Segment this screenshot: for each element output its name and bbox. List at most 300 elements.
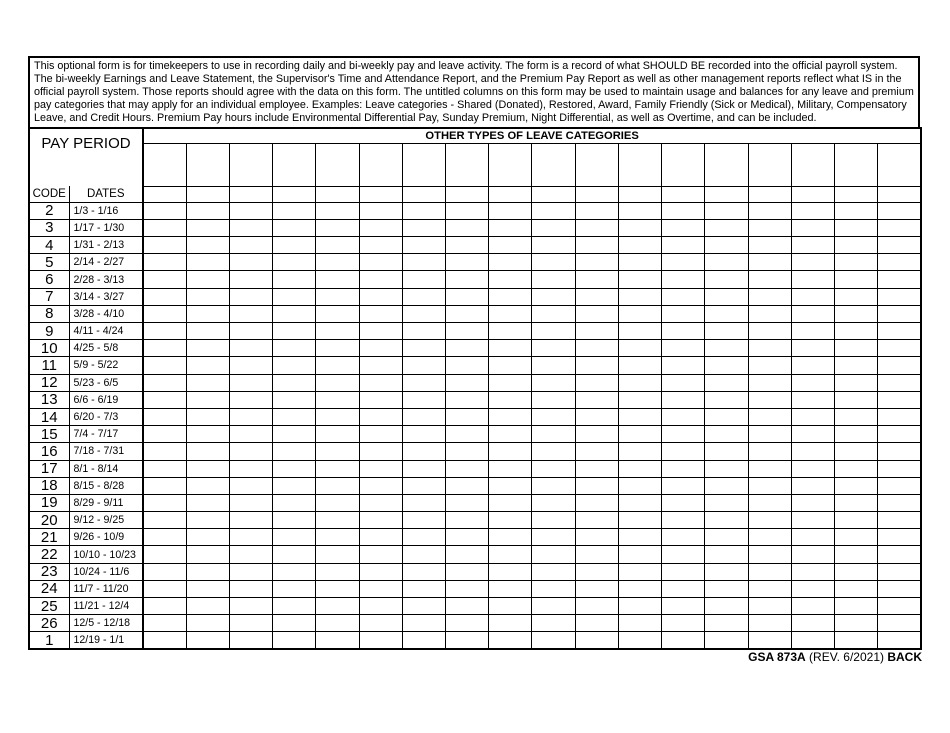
leave-entry-cell[interactable] (143, 512, 186, 529)
leave-entry-cell[interactable] (748, 271, 791, 288)
leave-entry-cell[interactable] (748, 391, 791, 408)
leave-entry-cell[interactable] (532, 202, 575, 219)
leave-entry-cell[interactable] (748, 305, 791, 322)
leave-entry-cell[interactable] (446, 374, 489, 391)
leave-entry-cell[interactable] (143, 288, 186, 305)
leave-entry-cell[interactable] (489, 340, 532, 357)
leave-entry-cell[interactable] (402, 391, 445, 408)
leave-entry-cell[interactable] (575, 340, 618, 357)
leave-entry-cell[interactable] (316, 374, 359, 391)
leave-entry-cell[interactable] (186, 443, 229, 460)
leave-entry-cell[interactable] (575, 512, 618, 529)
leave-entry-cell[interactable] (835, 305, 878, 322)
leave-entry-cell[interactable] (402, 374, 445, 391)
leave-entry-cell[interactable] (878, 391, 921, 408)
leave-category-header-cell[interactable] (143, 143, 186, 186)
leave-entry-cell[interactable] (186, 374, 229, 391)
leave-entry-cell[interactable] (446, 426, 489, 443)
leave-entry-cell[interactable] (835, 237, 878, 254)
leave-entry-cell[interactable] (575, 186, 618, 202)
leave-entry-cell[interactable] (229, 254, 272, 271)
leave-entry-cell[interactable] (273, 563, 316, 580)
leave-entry-cell[interactable] (575, 477, 618, 494)
leave-entry-cell[interactable] (575, 632, 618, 649)
leave-entry-cell[interactable] (532, 219, 575, 236)
leave-entry-cell[interactable] (791, 598, 834, 615)
leave-entry-cell[interactable] (791, 443, 834, 460)
leave-entry-cell[interactable] (618, 340, 661, 357)
leave-entry-cell[interactable] (878, 202, 921, 219)
leave-entry-cell[interactable] (489, 632, 532, 649)
leave-entry-cell[interactable] (835, 357, 878, 374)
leave-entry-cell[interactable] (748, 546, 791, 563)
leave-entry-cell[interactable] (273, 288, 316, 305)
leave-entry-cell[interactable] (748, 426, 791, 443)
leave-entry-cell[interactable] (229, 271, 272, 288)
leave-entry-cell[interactable] (143, 460, 186, 477)
leave-entry-cell[interactable] (575, 580, 618, 597)
leave-entry-cell[interactable] (186, 219, 229, 236)
leave-entry-cell[interactable] (489, 186, 532, 202)
leave-entry-cell[interactable] (748, 443, 791, 460)
leave-entry-cell[interactable] (748, 632, 791, 649)
leave-entry-cell[interactable] (316, 512, 359, 529)
leave-entry-cell[interactable] (186, 408, 229, 425)
leave-entry-cell[interactable] (618, 615, 661, 632)
leave-entry-cell[interactable] (748, 254, 791, 271)
leave-entry-cell[interactable] (273, 529, 316, 546)
leave-entry-cell[interactable] (791, 563, 834, 580)
leave-entry-cell[interactable] (143, 580, 186, 597)
leave-entry-cell[interactable] (359, 288, 402, 305)
leave-entry-cell[interactable] (748, 202, 791, 219)
leave-entry-cell[interactable] (705, 408, 748, 425)
leave-entry-cell[interactable] (575, 529, 618, 546)
leave-entry-cell[interactable] (359, 202, 402, 219)
leave-entry-cell[interactable] (835, 288, 878, 305)
leave-entry-cell[interactable] (575, 460, 618, 477)
leave-entry-cell[interactable] (229, 546, 272, 563)
leave-entry-cell[interactable] (532, 529, 575, 546)
leave-entry-cell[interactable] (273, 477, 316, 494)
leave-entry-cell[interactable] (791, 426, 834, 443)
leave-entry-cell[interactable] (662, 219, 705, 236)
leave-entry-cell[interactable] (489, 219, 532, 236)
leave-entry-cell[interactable] (618, 357, 661, 374)
leave-entry-cell[interactable] (229, 443, 272, 460)
leave-entry-cell[interactable] (532, 186, 575, 202)
leave-entry-cell[interactable] (359, 615, 402, 632)
leave-entry-cell[interactable] (186, 615, 229, 632)
leave-entry-cell[interactable] (402, 340, 445, 357)
leave-entry-cell[interactable] (705, 494, 748, 511)
leave-entry-cell[interactable] (575, 563, 618, 580)
leave-entry-cell[interactable] (575, 237, 618, 254)
leave-entry-cell[interactable] (316, 254, 359, 271)
leave-entry-cell[interactable] (878, 305, 921, 322)
leave-entry-cell[interactable] (446, 580, 489, 597)
leave-entry-cell[interactable] (705, 580, 748, 597)
leave-entry-cell[interactable] (835, 323, 878, 340)
leave-entry-cell[interactable] (143, 443, 186, 460)
leave-entry-cell[interactable] (835, 426, 878, 443)
leave-entry-cell[interactable] (705, 598, 748, 615)
leave-entry-cell[interactable] (446, 615, 489, 632)
leave-entry-cell[interactable] (532, 563, 575, 580)
leave-entry-cell[interactable] (446, 563, 489, 580)
leave-entry-cell[interactable] (229, 615, 272, 632)
leave-entry-cell[interactable] (446, 529, 489, 546)
leave-entry-cell[interactable] (402, 323, 445, 340)
leave-entry-cell[interactable] (705, 186, 748, 202)
leave-entry-cell[interactable] (143, 426, 186, 443)
leave-entry-cell[interactable] (402, 460, 445, 477)
leave-entry-cell[interactable] (748, 186, 791, 202)
leave-entry-cell[interactable] (186, 426, 229, 443)
leave-entry-cell[interactable] (618, 202, 661, 219)
leave-entry-cell[interactable] (662, 374, 705, 391)
leave-entry-cell[interactable] (316, 271, 359, 288)
leave-entry-cell[interactable] (489, 254, 532, 271)
leave-entry-cell[interactable] (359, 477, 402, 494)
leave-entry-cell[interactable] (186, 271, 229, 288)
leave-entry-cell[interactable] (143, 546, 186, 563)
leave-entry-cell[interactable] (489, 271, 532, 288)
leave-entry-cell[interactable] (229, 305, 272, 322)
leave-entry-cell[interactable] (143, 323, 186, 340)
leave-entry-cell[interactable] (618, 563, 661, 580)
leave-entry-cell[interactable] (446, 494, 489, 511)
leave-entry-cell[interactable] (359, 598, 402, 615)
leave-entry-cell[interactable] (402, 443, 445, 460)
leave-entry-cell[interactable] (791, 374, 834, 391)
leave-entry-cell[interactable] (359, 357, 402, 374)
leave-entry-cell[interactable] (748, 494, 791, 511)
leave-entry-cell[interactable] (532, 580, 575, 597)
leave-entry-cell[interactable] (618, 323, 661, 340)
leave-entry-cell[interactable] (186, 494, 229, 511)
leave-entry-cell[interactable] (229, 323, 272, 340)
leave-entry-cell[interactable] (446, 186, 489, 202)
leave-entry-cell[interactable] (618, 237, 661, 254)
leave-entry-cell[interactable] (662, 598, 705, 615)
leave-category-header-cell[interactable] (229, 143, 272, 186)
leave-entry-cell[interactable] (575, 271, 618, 288)
leave-entry-cell[interactable] (186, 529, 229, 546)
leave-entry-cell[interactable] (186, 563, 229, 580)
leave-entry-cell[interactable] (662, 237, 705, 254)
leave-entry-cell[interactable] (359, 529, 402, 546)
leave-entry-cell[interactable] (273, 408, 316, 425)
leave-category-header-cell[interactable] (575, 143, 618, 186)
leave-entry-cell[interactable] (878, 580, 921, 597)
leave-entry-cell[interactable] (273, 219, 316, 236)
leave-entry-cell[interactable] (402, 202, 445, 219)
leave-entry-cell[interactable] (618, 271, 661, 288)
leave-entry-cell[interactable] (316, 598, 359, 615)
leave-entry-cell[interactable] (186, 512, 229, 529)
leave-entry-cell[interactable] (791, 408, 834, 425)
leave-entry-cell[interactable] (705, 237, 748, 254)
leave-entry-cell[interactable] (835, 254, 878, 271)
leave-entry-cell[interactable] (402, 237, 445, 254)
leave-entry-cell[interactable] (878, 529, 921, 546)
leave-entry-cell[interactable] (575, 546, 618, 563)
leave-entry-cell[interactable] (359, 391, 402, 408)
leave-entry-cell[interactable] (575, 305, 618, 322)
leave-entry-cell[interactable] (618, 426, 661, 443)
leave-entry-cell[interactable] (835, 529, 878, 546)
leave-entry-cell[interactable] (532, 254, 575, 271)
leave-entry-cell[interactable] (143, 598, 186, 615)
leave-entry-cell[interactable] (618, 254, 661, 271)
leave-entry-cell[interactable] (402, 254, 445, 271)
leave-entry-cell[interactable] (662, 186, 705, 202)
leave-entry-cell[interactable] (575, 391, 618, 408)
leave-entry-cell[interactable] (575, 426, 618, 443)
leave-entry-cell[interactable] (402, 563, 445, 580)
leave-entry-cell[interactable] (143, 615, 186, 632)
leave-entry-cell[interactable] (316, 546, 359, 563)
leave-entry-cell[interactable] (446, 219, 489, 236)
leave-entry-cell[interactable] (229, 219, 272, 236)
leave-entry-cell[interactable] (575, 615, 618, 632)
leave-entry-cell[interactable] (662, 546, 705, 563)
leave-entry-cell[interactable] (273, 512, 316, 529)
leave-entry-cell[interactable] (229, 340, 272, 357)
leave-entry-cell[interactable] (229, 186, 272, 202)
leave-entry-cell[interactable] (273, 632, 316, 649)
leave-entry-cell[interactable] (835, 374, 878, 391)
leave-entry-cell[interactable] (316, 408, 359, 425)
leave-entry-cell[interactable] (229, 202, 272, 219)
leave-entry-cell[interactable] (143, 632, 186, 649)
leave-entry-cell[interactable] (748, 477, 791, 494)
leave-entry-cell[interactable] (273, 374, 316, 391)
leave-entry-cell[interactable] (143, 391, 186, 408)
leave-entry-cell[interactable] (186, 598, 229, 615)
leave-entry-cell[interactable] (489, 305, 532, 322)
leave-entry-cell[interactable] (618, 186, 661, 202)
leave-entry-cell[interactable] (748, 580, 791, 597)
leave-entry-cell[interactable] (705, 391, 748, 408)
leave-entry-cell[interactable] (446, 254, 489, 271)
leave-entry-cell[interactable] (273, 237, 316, 254)
leave-entry-cell[interactable] (359, 323, 402, 340)
leave-entry-cell[interactable] (748, 219, 791, 236)
leave-entry-cell[interactable] (229, 391, 272, 408)
leave-entry-cell[interactable] (143, 357, 186, 374)
leave-entry-cell[interactable] (705, 305, 748, 322)
leave-entry-cell[interactable] (618, 632, 661, 649)
leave-entry-cell[interactable] (791, 271, 834, 288)
leave-entry-cell[interactable] (316, 340, 359, 357)
leave-entry-cell[interactable] (791, 494, 834, 511)
leave-entry-cell[interactable] (878, 443, 921, 460)
leave-entry-cell[interactable] (532, 443, 575, 460)
leave-entry-cell[interactable] (186, 580, 229, 597)
leave-entry-cell[interactable] (662, 494, 705, 511)
leave-entry-cell[interactable] (489, 615, 532, 632)
leave-entry-cell[interactable] (316, 288, 359, 305)
leave-entry-cell[interactable] (662, 529, 705, 546)
leave-category-header-cell[interactable] (273, 143, 316, 186)
leave-entry-cell[interactable] (662, 323, 705, 340)
leave-entry-cell[interactable] (575, 408, 618, 425)
leave-entry-cell[interactable] (143, 340, 186, 357)
leave-entry-cell[interactable] (273, 186, 316, 202)
leave-category-header-cell[interactable] (618, 143, 661, 186)
leave-entry-cell[interactable] (446, 323, 489, 340)
leave-entry-cell[interactable] (402, 580, 445, 597)
leave-entry-cell[interactable] (229, 477, 272, 494)
leave-category-header-cell[interactable] (186, 143, 229, 186)
leave-entry-cell[interactable] (532, 391, 575, 408)
leave-entry-cell[interactable] (618, 598, 661, 615)
leave-entry-cell[interactable] (791, 323, 834, 340)
leave-entry-cell[interactable] (316, 391, 359, 408)
leave-entry-cell[interactable] (229, 632, 272, 649)
leave-entry-cell[interactable] (316, 202, 359, 219)
leave-entry-cell[interactable] (229, 494, 272, 511)
leave-entry-cell[interactable] (878, 460, 921, 477)
leave-entry-cell[interactable] (273, 323, 316, 340)
leave-entry-cell[interactable] (835, 186, 878, 202)
leave-entry-cell[interactable] (186, 323, 229, 340)
leave-entry-cell[interactable] (489, 237, 532, 254)
leave-entry-cell[interactable] (143, 563, 186, 580)
leave-entry-cell[interactable] (618, 305, 661, 322)
leave-entry-cell[interactable] (791, 529, 834, 546)
leave-entry-cell[interactable] (748, 237, 791, 254)
leave-entry-cell[interactable] (316, 186, 359, 202)
leave-entry-cell[interactable] (878, 494, 921, 511)
leave-entry-cell[interactable] (705, 288, 748, 305)
leave-entry-cell[interactable] (532, 271, 575, 288)
leave-entry-cell[interactable] (662, 271, 705, 288)
leave-entry-cell[interactable] (446, 477, 489, 494)
leave-entry-cell[interactable] (446, 237, 489, 254)
leave-entry-cell[interactable] (878, 598, 921, 615)
leave-entry-cell[interactable] (748, 323, 791, 340)
leave-entry-cell[interactable] (878, 254, 921, 271)
leave-entry-cell[interactable] (316, 563, 359, 580)
leave-entry-cell[interactable] (316, 305, 359, 322)
leave-entry-cell[interactable] (316, 632, 359, 649)
leave-entry-cell[interactable] (402, 598, 445, 615)
leave-entry-cell[interactable] (402, 546, 445, 563)
leave-entry-cell[interactable] (186, 477, 229, 494)
leave-entry-cell[interactable] (705, 512, 748, 529)
leave-entry-cell[interactable] (489, 202, 532, 219)
leave-entry-cell[interactable] (662, 254, 705, 271)
leave-category-header-cell[interactable] (402, 143, 445, 186)
leave-entry-cell[interactable] (575, 598, 618, 615)
leave-entry-cell[interactable] (273, 271, 316, 288)
leave-entry-cell[interactable] (229, 580, 272, 597)
leave-entry-cell[interactable] (316, 477, 359, 494)
leave-entry-cell[interactable] (489, 426, 532, 443)
leave-entry-cell[interactable] (446, 408, 489, 425)
leave-entry-cell[interactable] (662, 202, 705, 219)
leave-entry-cell[interactable] (878, 288, 921, 305)
leave-entry-cell[interactable] (532, 477, 575, 494)
leave-entry-cell[interactable] (791, 512, 834, 529)
leave-entry-cell[interactable] (316, 529, 359, 546)
leave-entry-cell[interactable] (835, 598, 878, 615)
leave-entry-cell[interactable] (143, 186, 186, 202)
leave-entry-cell[interactable] (791, 632, 834, 649)
leave-entry-cell[interactable] (532, 340, 575, 357)
leave-entry-cell[interactable] (532, 598, 575, 615)
leave-entry-cell[interactable] (618, 512, 661, 529)
leave-entry-cell[interactable] (273, 580, 316, 597)
leave-entry-cell[interactable] (402, 219, 445, 236)
leave-entry-cell[interactable] (402, 529, 445, 546)
leave-entry-cell[interactable] (791, 219, 834, 236)
leave-entry-cell[interactable] (273, 254, 316, 271)
leave-entry-cell[interactable] (186, 237, 229, 254)
leave-entry-cell[interactable] (359, 254, 402, 271)
leave-entry-cell[interactable] (316, 443, 359, 460)
leave-entry-cell[interactable] (662, 408, 705, 425)
leave-entry-cell[interactable] (791, 340, 834, 357)
leave-entry-cell[interactable] (878, 408, 921, 425)
leave-entry-cell[interactable] (273, 443, 316, 460)
leave-entry-cell[interactable] (705, 202, 748, 219)
leave-entry-cell[interactable] (359, 374, 402, 391)
leave-entry-cell[interactable] (662, 512, 705, 529)
leave-entry-cell[interactable] (143, 271, 186, 288)
leave-category-header-cell[interactable] (662, 143, 705, 186)
leave-entry-cell[interactable] (532, 288, 575, 305)
leave-entry-cell[interactable] (359, 408, 402, 425)
leave-entry-cell[interactable] (273, 615, 316, 632)
leave-entry-cell[interactable] (618, 219, 661, 236)
leave-entry-cell[interactable] (835, 477, 878, 494)
leave-entry-cell[interactable] (359, 340, 402, 357)
leave-entry-cell[interactable] (489, 443, 532, 460)
leave-entry-cell[interactable] (143, 529, 186, 546)
leave-entry-cell[interactable] (835, 546, 878, 563)
leave-entry-cell[interactable] (791, 305, 834, 322)
leave-entry-cell[interactable] (489, 563, 532, 580)
leave-entry-cell[interactable] (662, 460, 705, 477)
leave-entry-cell[interactable] (229, 237, 272, 254)
leave-entry-cell[interactable] (575, 254, 618, 271)
leave-entry-cell[interactable] (359, 271, 402, 288)
leave-entry-cell[interactable] (143, 494, 186, 511)
leave-entry-cell[interactable] (186, 391, 229, 408)
leave-entry-cell[interactable] (575, 288, 618, 305)
leave-entry-cell[interactable] (273, 391, 316, 408)
leave-entry-cell[interactable] (618, 374, 661, 391)
leave-entry-cell[interactable] (229, 357, 272, 374)
leave-entry-cell[interactable] (618, 494, 661, 511)
leave-category-header-cell[interactable] (878, 143, 921, 186)
leave-entry-cell[interactable] (705, 563, 748, 580)
leave-entry-cell[interactable] (489, 494, 532, 511)
leave-entry-cell[interactable] (705, 357, 748, 374)
leave-entry-cell[interactable] (186, 202, 229, 219)
leave-entry-cell[interactable] (835, 615, 878, 632)
leave-entry-cell[interactable] (143, 254, 186, 271)
leave-entry-cell[interactable] (878, 340, 921, 357)
leave-entry-cell[interactable] (143, 237, 186, 254)
leave-entry-cell[interactable] (489, 477, 532, 494)
leave-entry-cell[interactable] (446, 305, 489, 322)
leave-entry-cell[interactable] (705, 477, 748, 494)
